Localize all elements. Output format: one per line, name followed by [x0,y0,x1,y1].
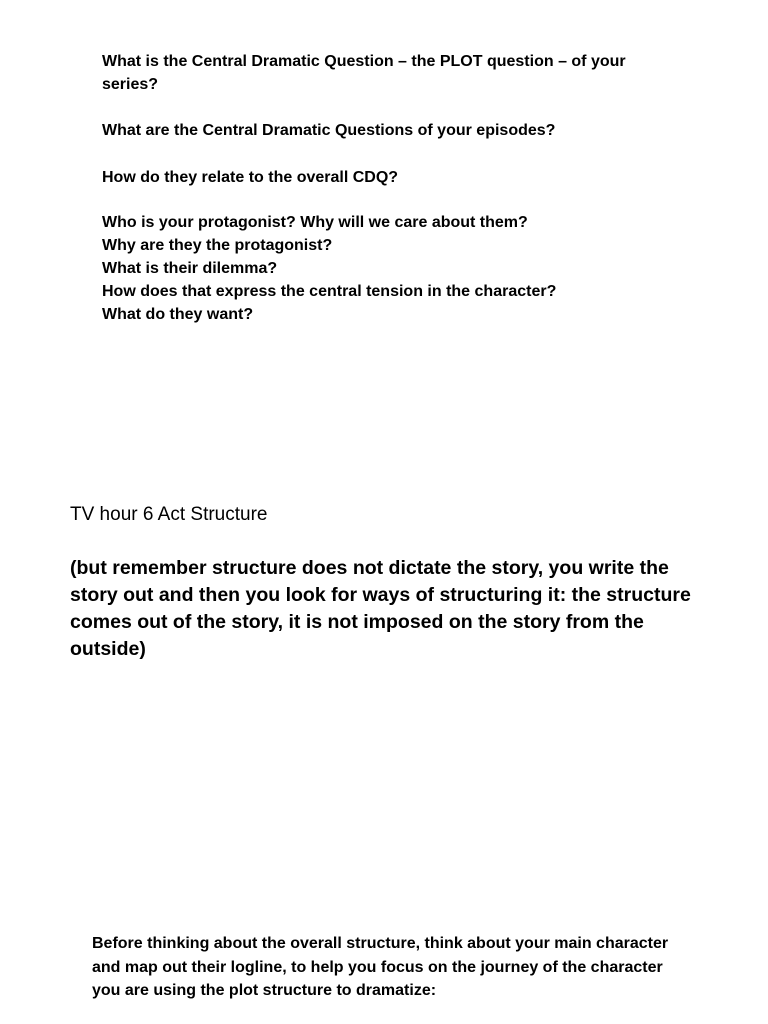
question-group-cdq [102,50,662,96]
question-group-protagonist [102,211,556,326]
question-text: What do they want? [102,306,254,323]
section-title: TV hour 6 Act Structure [70,504,268,525]
question-text: How do they relate to the overall CDQ? [102,169,399,186]
logline-advice: Before thinking about the overall structure, think about your main character and map out their logline, to help you focus on the journey of the character you are using the plot structure to dramatize: [92,935,669,999]
question-text: What are the Central Dramatic Questions of your episodes? [102,122,556,139]
question-text: How does that express the central tension in the character? [102,283,557,300]
question-text: What is their dilemma? [102,260,278,277]
question-text: Why are they the protagonist? [102,237,333,254]
question-group-relation [102,166,398,189]
question-text: Who is your protagonist? Why will we care about them? [102,214,528,231]
structure-note: (but remember structure does not dictate the story, you write the story out and then you look for ways of structuring it: the structure comes out of the story, it is not imposed on the story from the outside) [70,557,691,660]
question-group-episodes [102,119,555,142]
question-text: What is the Central Dramatic Question – the PLOT question – of your series? [102,53,626,93]
